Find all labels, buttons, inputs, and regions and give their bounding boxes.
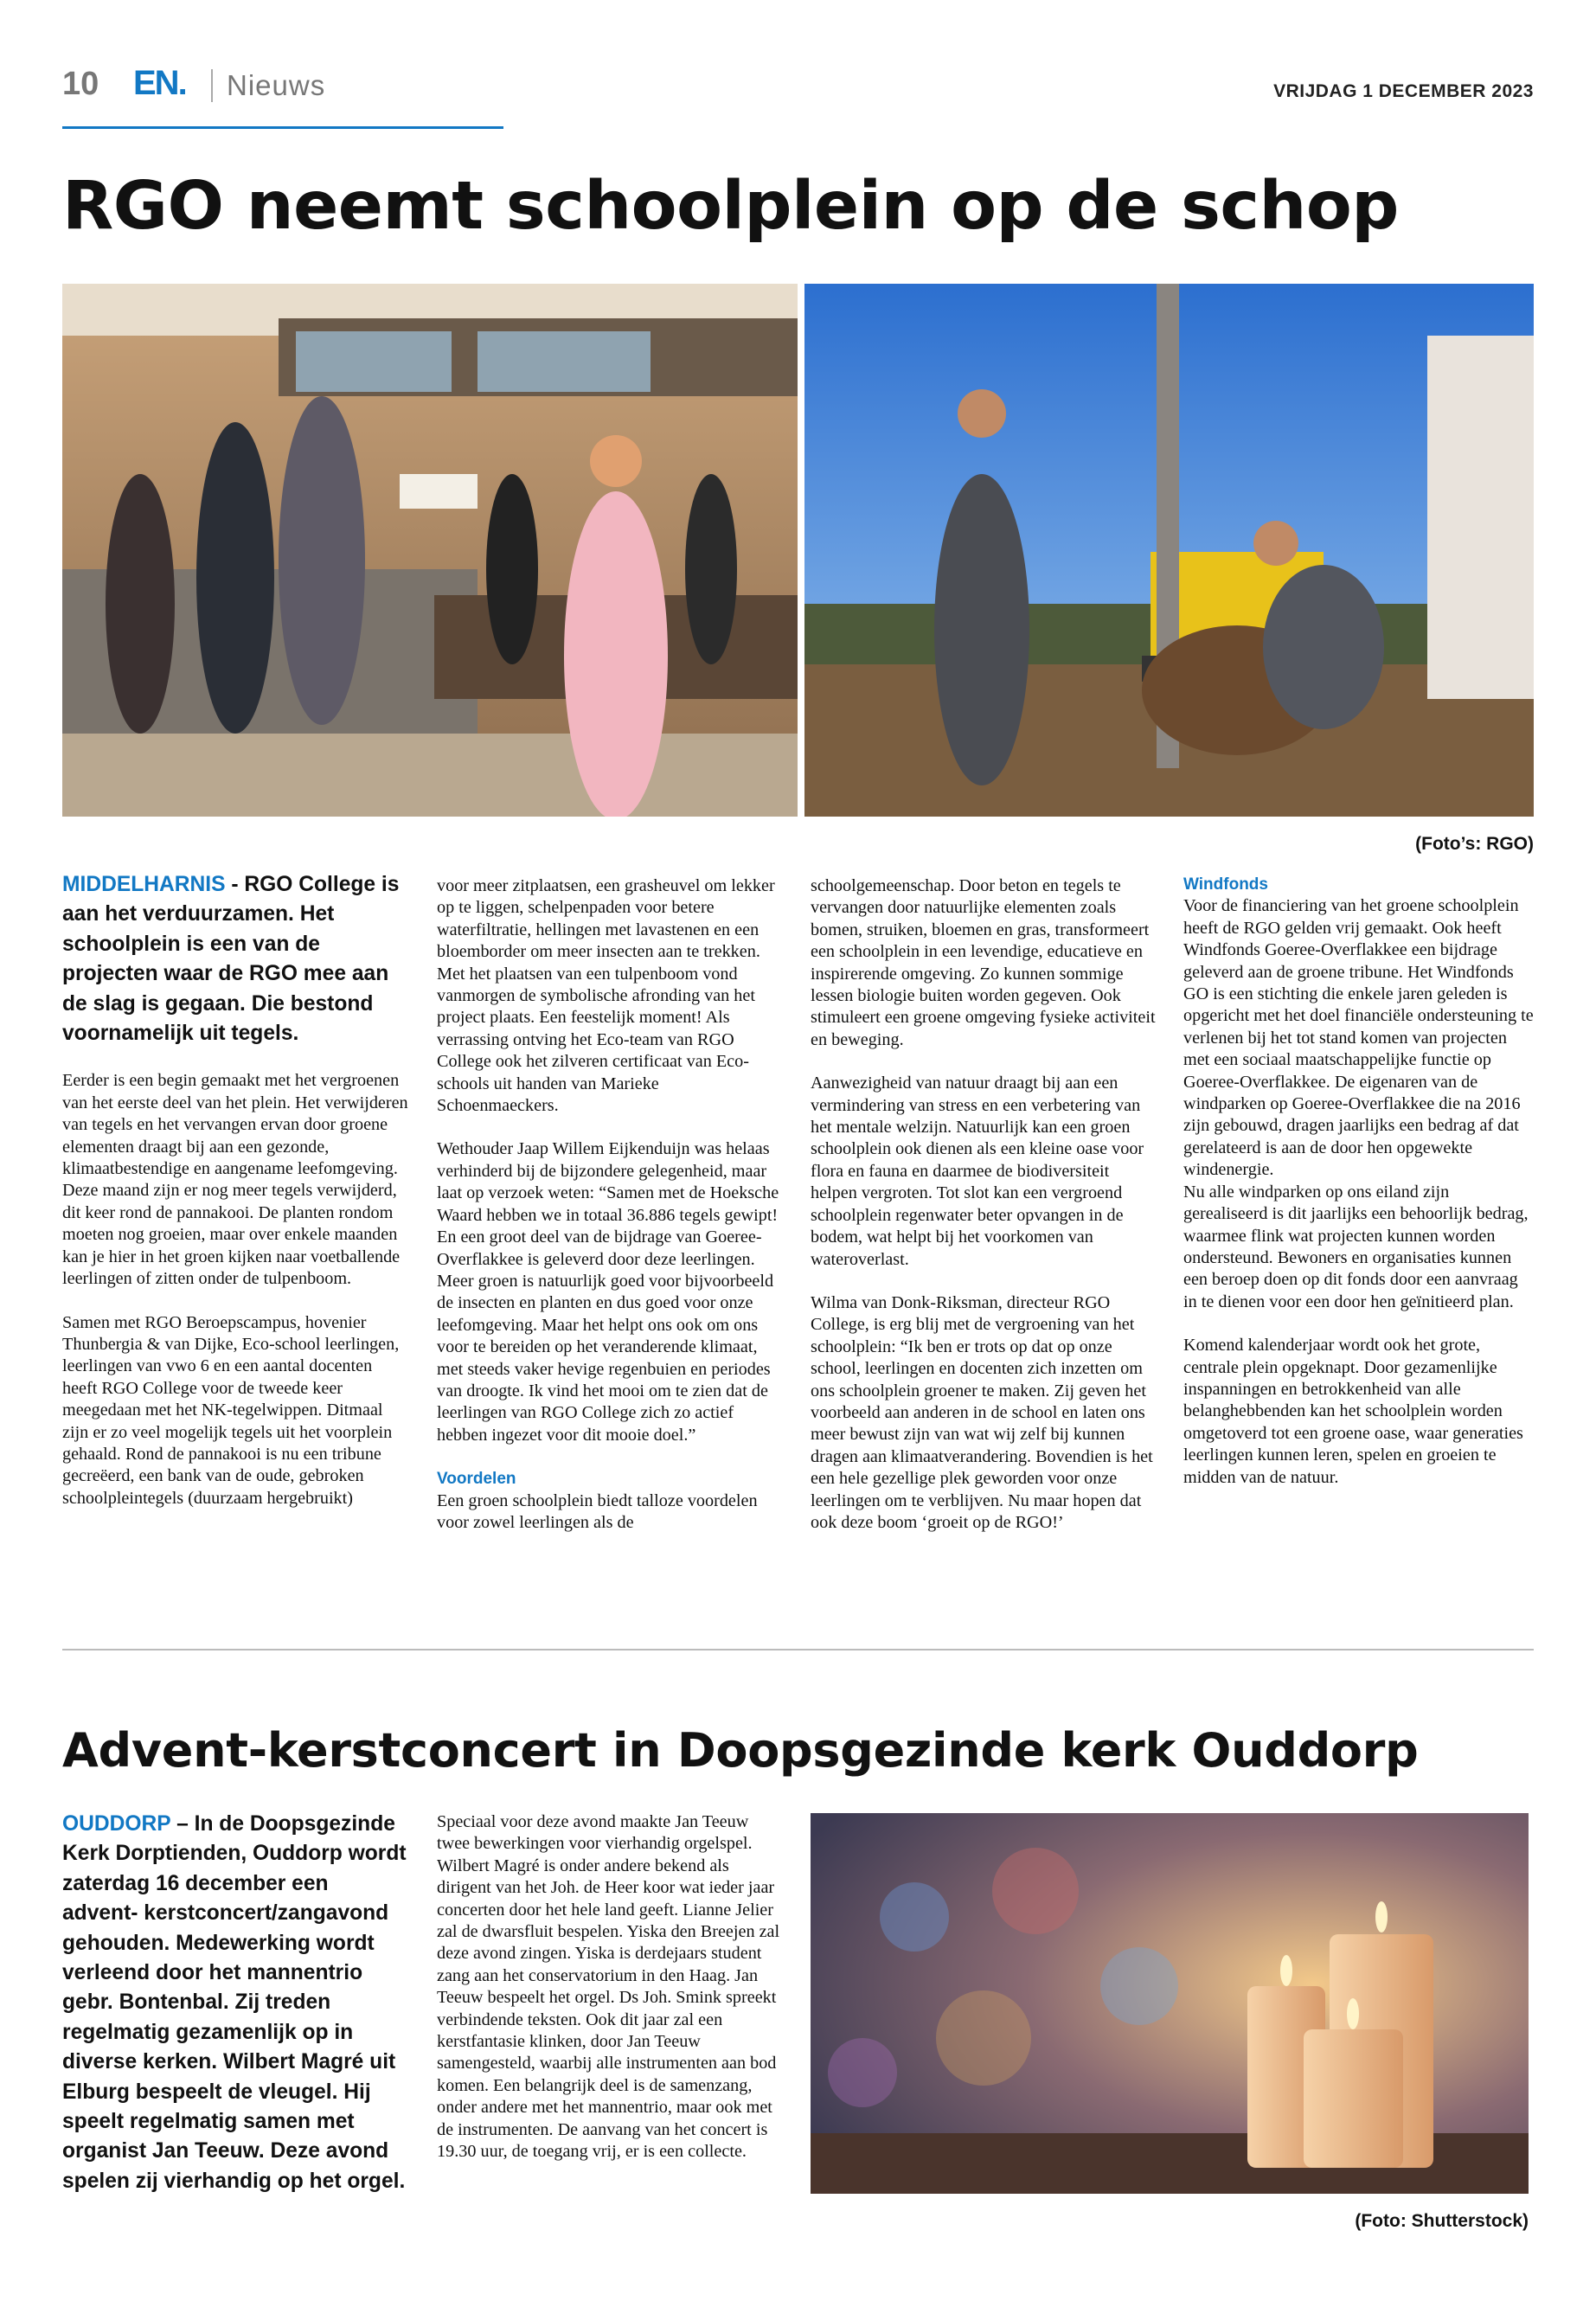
photo-candles [811,1813,1529,2194]
header-rule [62,126,503,129]
dateline: OUDDORP [62,1812,171,1836]
article-column-4 [1183,874,1534,1510]
article2-body-column [437,1811,783,2185]
header-separator [211,69,213,102]
article2-title: Advent-kerstconcert in Doopsgezinde kerk Ouddorp [62,1723,1419,1778]
photo-credit: (Foto: Shutterstock) [1355,2211,1529,2231]
article2-lead-column [62,1810,408,2196]
paragraph: Samen met RGO Beroepscampus, hovenier Thunbergia & van Dijke, Eco-school leerlingen, leerlingen van vwo 6 en een aantal docenten heeft RGO College voor de tweede keer meegedaan met het NK-tegelwippen. Ditmaal zijn er zo veel mogelijk tegels uit het voorplein gehaald. Rond de pannakooi is nu een tribune gecreëerd, een bank van de oude, gebroken schoolpleintegels (duurzaam hergebruikt) [62,1312,400,1508]
paragraph: Aanwezigheid van natuur draagt bij aan een vermindering van stress en een verbetering van het mentale welzijn. Natuurlijk kan een groen schoolplein ook dienen als een kleine oase voor flora en fauna en daarmee de biodiversiteit helpen vergroten. Tot slot kan een vergroend schoolplein regenwater beter opvangen in de bodem, wat helpt bij het voorkomen van wateroverlast. [811,1074,1144,1269]
article-lead [62,870,408,1048]
lead-text: – In de Doopsgezinde Kerk Dorptienden, Ouddorp wordt zaterdag 16 december een advent- kerstconcert/zangavond gehouden. Medewerking wordt verleend door het mannentrio gebr. Bontenbal. Zij treden regelmatig gezamenlijk op in diverse kerken. Wilbert Magré uit Elburg bespeelt de vleugel. Hij speelt regelmatig samen met organist Jan Teeuw. Deze avond spelen zij vierhandig op het orgel. [62,1812,407,2193]
newspaper-logo: EN. [133,64,186,102]
section-label: Nieuws [227,69,326,101]
page-number: 10 [62,66,99,102]
paragraph: schoolgemeenschap. Door beton en tegels te vervangen door natuurlijke elementen zoals bomen, struiken, bloemen en gras, transformeert een schoolplein in een levendige, educatieve en inspirerende omgeving. Zo kunnen sommige lessen biologie buiten worden gegeven. Ook stimuleert een groene omgeving fysieke activiteit en beweging. [811,876,1156,1049]
article-column-3 [811,875,1157,1555]
paragraph: Nu alle windparken op ons eiland zijn gerealiseerd is dit jaarlijks een behoorlijk bedrag, waarmee flink wat projecten kunnen worden ondersteund. Bewoners en organisaties kunnen een beroep doen op dit fonds door een aanvraag in te dienen voor een door hen geïnitieerd plan. [1183,1182,1529,1311]
article-column-1 [62,870,408,1531]
photo-credit: (Foto’s: RGO) [1415,834,1534,854]
paragraph: Een groen schoolplein biedt talloze voordelen voor zowel leerlingen als de [437,1490,758,1532]
section-divider [62,1649,1534,1650]
photo-tree-planting [804,284,1534,817]
paragraph: Voor de financiering van het groene schoolplein heeft de RGO gelden vrij gemaakt. Ook heeft Windfonds Goeree-Overflakkee een bijdrage geleverd aan de groene tribune. Het Windfonds GO is een stichting die enkele jaren geleden is opgericht met het doel financiële ondersteuning te verlenen bij het tot stand komen van projecten met een sociaal maatschappelijke functie op Goeree-Overflakkee. De eigenaren van de windparken op Goeree-Overflakkee die na 2016 zijn gebouwd, dragen jaarlijks een bedrag af dat gerelateerd is aan de door hen opgewekte windenergie. [1183,896,1534,1180]
paragraph: Wethouder Jaap Willem Eijkenduijn was helaas verhinderd bij de bijzondere gelegenheid, maar laat op verzoek weten: “Samen met de Hoeksche Waard hebben we in totaal 36.886 tegels gewipt! En een groot deel van de bijdrage van Goeree-Overflakkee is geleverd door deze leerlingen. Meer groen is natuurlijk goed voor bijvoorbeeld de insecten en planten en dus goed voor onze leefomgeving. Maar het helpt ons ook om ons voor te bereiden op het veranderende klimaat, met steeds vaker hevige regenbuien en periodes van droogte. Ik vind het mooi om te zien dat de leerlingen van RGO College zich zo actief hebben ingezet voor dit mooie doel.” [437,1139,779,1445]
article-column-2 [437,875,783,1534]
subhead-windfonds: Windfonds [1183,875,1268,894]
issue-date: VRIJDAG 1 DECEMBER 2023 [1273,81,1534,101]
paragraph: Wilma van Donk-Riksman, directeur RGO College, is erg blij met de vergroening van het schoolplein: “Ik ben er trots op dat op onze school, leerlingen en docenten zich inzetten om ons schoolplein groener te maken. Zij geven het voorbeeld aan anderen in de school en laten ons meer bewust zijn van wat wij zelf bij kunnen dragen aan klimaatverandering. Bovendien is het een hele gezellige plek geworden voor onze leerlingen om te verblijven. Nu maar hopen dat ook deze boom ‘groeit op de RGO!’ [811,1292,1153,1532]
subhead-voordelen: Voordelen [437,1470,516,1489]
article-title: RGO neemt schoolplein op de schop [62,168,1399,245]
photo-students [62,284,798,817]
paragraph: voor meer zitplaatsen, een grasheuvel om lekker op te liggen, schelpenpaden voor betere waterfiltratie, hellingen met lavastenen en een bloemborder om meer insecten aan te trekken. Met het plaatsen van een tulpenboom vond vanmorgen de symbolische afronding van het project plaats. Een feestelijk moment! Als verrassing ontving het Eco-team van RGO College ook het zilveren certificaat van Eco-schools uit handen van Marieke Schoenmaeckers. [437,876,775,1116]
article2-lead [62,1810,408,2196]
paragraph: Eerder is een begin gemaakt met het vergroenen van het eerste deel van het plein. Het verwijderen van tegels en het vervangen ervan door groene elementen draagt bij aan een gezonde, klimaatbestendige en aangename leefomgeving. Deze maand zijn er nog meer tegels verwijderd, dit keer rond de pannakooi. De planten rondom moeten nog groeien, maar over enkele maanden kan je hier in het groen kijken naar voetballende leerlingen of zitten onder de tulpenboom. [62,1071,408,1289]
paragraph: Speciaal voor deze avond maakte Jan Teeuw twee bewerkingen voor vierhandig orgelspel. Wilbert Magré is onder andere bekend als dirigent van het Joh. de Heer koor wat ieder jaar concerten door het hele land geeft. Lianne Jelier zal de dwarsfluit bespelen. Yiska den Breejen zal deze avond zingen. Yiska is derdejaars student zang aan het conservatorium in den Haag. Jan Teeuw bespeelt het orgel. Ds Joh. Smink spreekt verbindende teksten. Ook dit jaar zal een kerstfantasie klinken, door Jan Teeuw samengesteld, waarbij alle instrumenten aan bod komen. Een belangrijk deel is de samenzang, onder andere met het mannentrio, maar ook met de instrumenten. De aanvang van het concert is 19.30 uur, de toegang vrij, er is een collecte. [437,1812,780,2162]
lead-text: - RGO College is aan het verduurzamen. Het schoolplein is een van de projecten waar de RGO mee aan de slag is gegaan. Die bestond voornamelijk uit tegels. [62,873,400,1046]
paragraph: Komend kalenderjaar wordt ook het grote, centrale plein opgeknapt. Door gezamenlijke inspanningen en betrokkenheid van alle belanghebbenden kan het schoolplein worden omgetoverd tot een groene oase, waar generaties leerlingen kunnen leren, spelen en groeien te midden van de natuur. [1183,1336,1523,1487]
dateline: MIDDELHARNIS [62,873,226,896]
